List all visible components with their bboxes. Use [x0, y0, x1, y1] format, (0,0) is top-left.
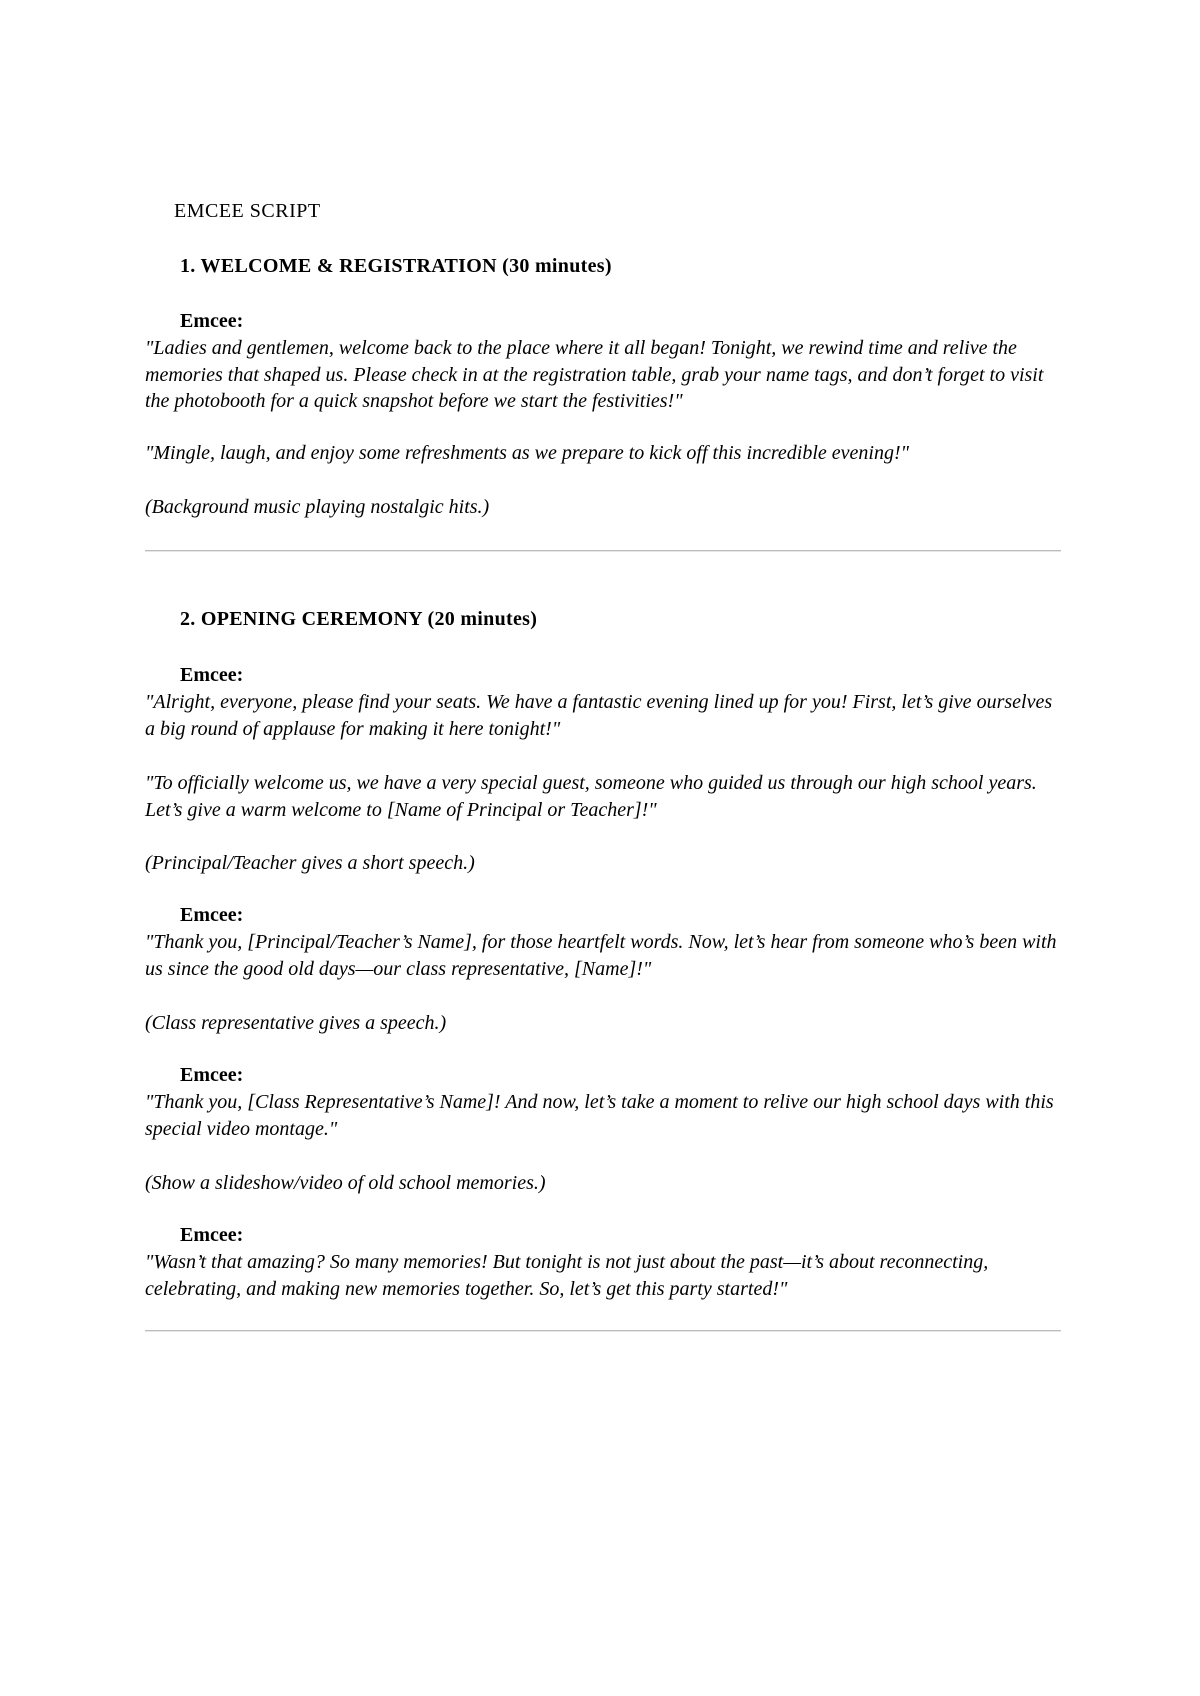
section-divider	[145, 550, 1061, 552]
section-heading-welcome: 1. WELCOME & REGISTRATION (30 minutes)	[180, 255, 612, 277]
speaker-label: Emcee:	[180, 664, 244, 686]
document-title: EMCEE SCRIPT	[174, 200, 321, 222]
section-heading-opening: 2. OPENING CEREMONY (20 minutes)	[180, 608, 538, 630]
stage-direction: (Class representative gives a speech.)	[145, 1012, 447, 1034]
script-paragraph: "Thank you, [Principal/Teacher’s Name], for those heartfelt words. Now, let’s hear from someone who’s been with us since the good old days—our class representative, [Name]!"	[145, 931, 1057, 980]
speaker-label: Emcee:	[180, 904, 244, 926]
speaker-label: Emcee:	[180, 1064, 244, 1086]
section-divider	[145, 1330, 1061, 1332]
script-paragraph: "Wasn’t that amazing? So many memories! But tonight is not just about the past—it’s about reconnecting, celebrating, and making new memories together. So, let’s get this party started!"	[145, 1251, 989, 1300]
stage-direction: (Background music playing nostalgic hits.)	[145, 496, 490, 518]
script-paragraph: "To officially welcome us, we have a very special guest, someone who guided us through our high school years. Let’s give a warm welcome to [Name of Principal or Teacher]!"	[145, 772, 1037, 821]
stage-direction: (Principal/Teacher gives a short speech.)	[145, 852, 475, 874]
script-paragraph: "Thank you, [Class Representative’s Name]! And now, let’s take a moment to relive our high school days with this special video montage."	[145, 1091, 1054, 1140]
speaker-label: Emcee:	[180, 310, 244, 332]
script-paragraph: "Ladies and gentlemen, welcome back to the place where it all began! Tonight, we rewind time and relive the memories that shaped us. Please check in at the registration table, grab your name tags, and don’t forget to visit the photobooth for a quick snapshot before we start the festivities!"	[145, 337, 1044, 412]
stage-direction: (Show a slideshow/video of old school memories.)	[145, 1172, 546, 1194]
script-paragraph: "Alright, everyone, please find your seats. We have a fantastic evening lined up for you! First, let’s give ourselves a big round of applause for making it here tonight!"	[145, 691, 1053, 740]
speaker-label: Emcee:	[180, 1224, 244, 1246]
script-paragraph: "Mingle, laugh, and enjoy some refreshments as we prepare to kick off this incredible evening!"	[145, 442, 910, 464]
